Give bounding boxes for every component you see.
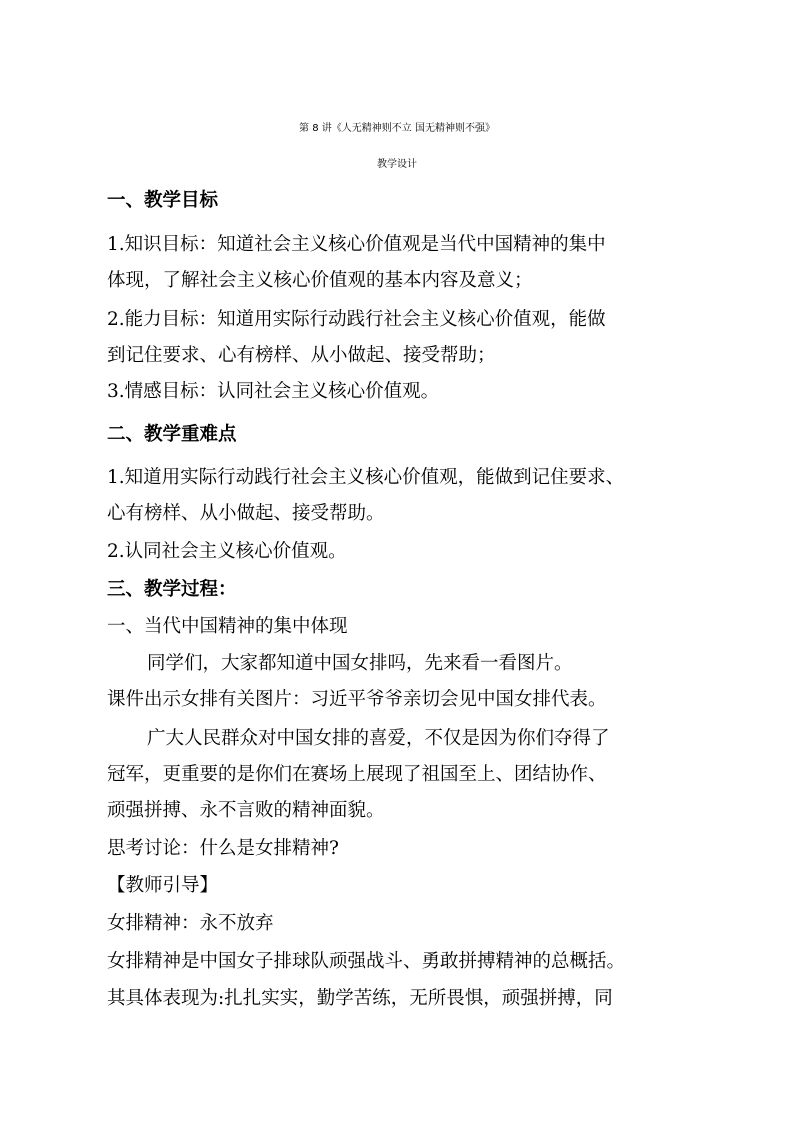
paragraph-line: 同学们，大家都知道中国女排吗，先来看一看图片。 (147, 653, 573, 674)
paragraph-line: 广大人民群众对中国女排的喜爱，不仅是因为你们夺得了 (147, 728, 610, 749)
paragraph-line: 3.情感目标：认同社会主义核心价值观。 (107, 381, 440, 402)
paragraph-line: 冠军，更重要的是你们在赛场上展现了祖国至上、团结协作、 (107, 764, 607, 785)
section-heading-key-points: 二、教学重难点 (107, 424, 237, 445)
document-title-line-2: 教学设计 (377, 159, 417, 170)
paragraph-line: 思考讨论：什么是女排精神? (107, 838, 339, 859)
paragraph-line: 课件出示女排有关图片：习近平爷爷亲切会见中国女排代表。 (107, 689, 607, 710)
paragraph-line: 其具体表现为:扎扎实实，勤学苦练，无所畏惧，顽强拼搏，同 (107, 988, 613, 1009)
paragraph-line: 顽强拼搏、永不言败的精神面貌。 (107, 800, 385, 821)
paragraph-line: 2.认同社会主义核心价值观。 (107, 541, 347, 562)
paragraph-line: 体现，了解社会主义核心价值观的基本内容及意义； (107, 270, 533, 291)
section-heading-objectives: 一、教学目标 (107, 190, 219, 211)
paragraph-line: 到记住要求、心有榜样、从小做起、接受帮助； (107, 345, 496, 366)
paragraph-line: 心有榜样、从小做起、接受帮助。 (107, 503, 385, 524)
paragraph-line: 女排精神：永不放弃 (107, 913, 274, 934)
paragraph-line: 【教师引导】 (107, 875, 219, 896)
document-title-line-1: 第 8 讲《人无精神则不立 国无精神则不强》 (299, 123, 495, 134)
subsection-heading: 一、当代中国精神的集中体现 (107, 616, 348, 637)
paragraph-line: 1.知道用实际行动践行社会主义核心价值观，能做到记住要求、 (107, 467, 625, 488)
paragraph-line: 女排精神是中国女子排球队顽强战斗、勇敢拼搏精神的总概括。 (107, 951, 626, 972)
section-heading-process: 三、教学过程： (107, 579, 237, 600)
paragraph-line: 2.能力目标：知道用实际行动践行社会主义核心价值观，能做 (107, 309, 606, 330)
paragraph-line: 1.知识目标：知道社会主义核心价值观是当代中国精神的集中 (107, 234, 606, 255)
